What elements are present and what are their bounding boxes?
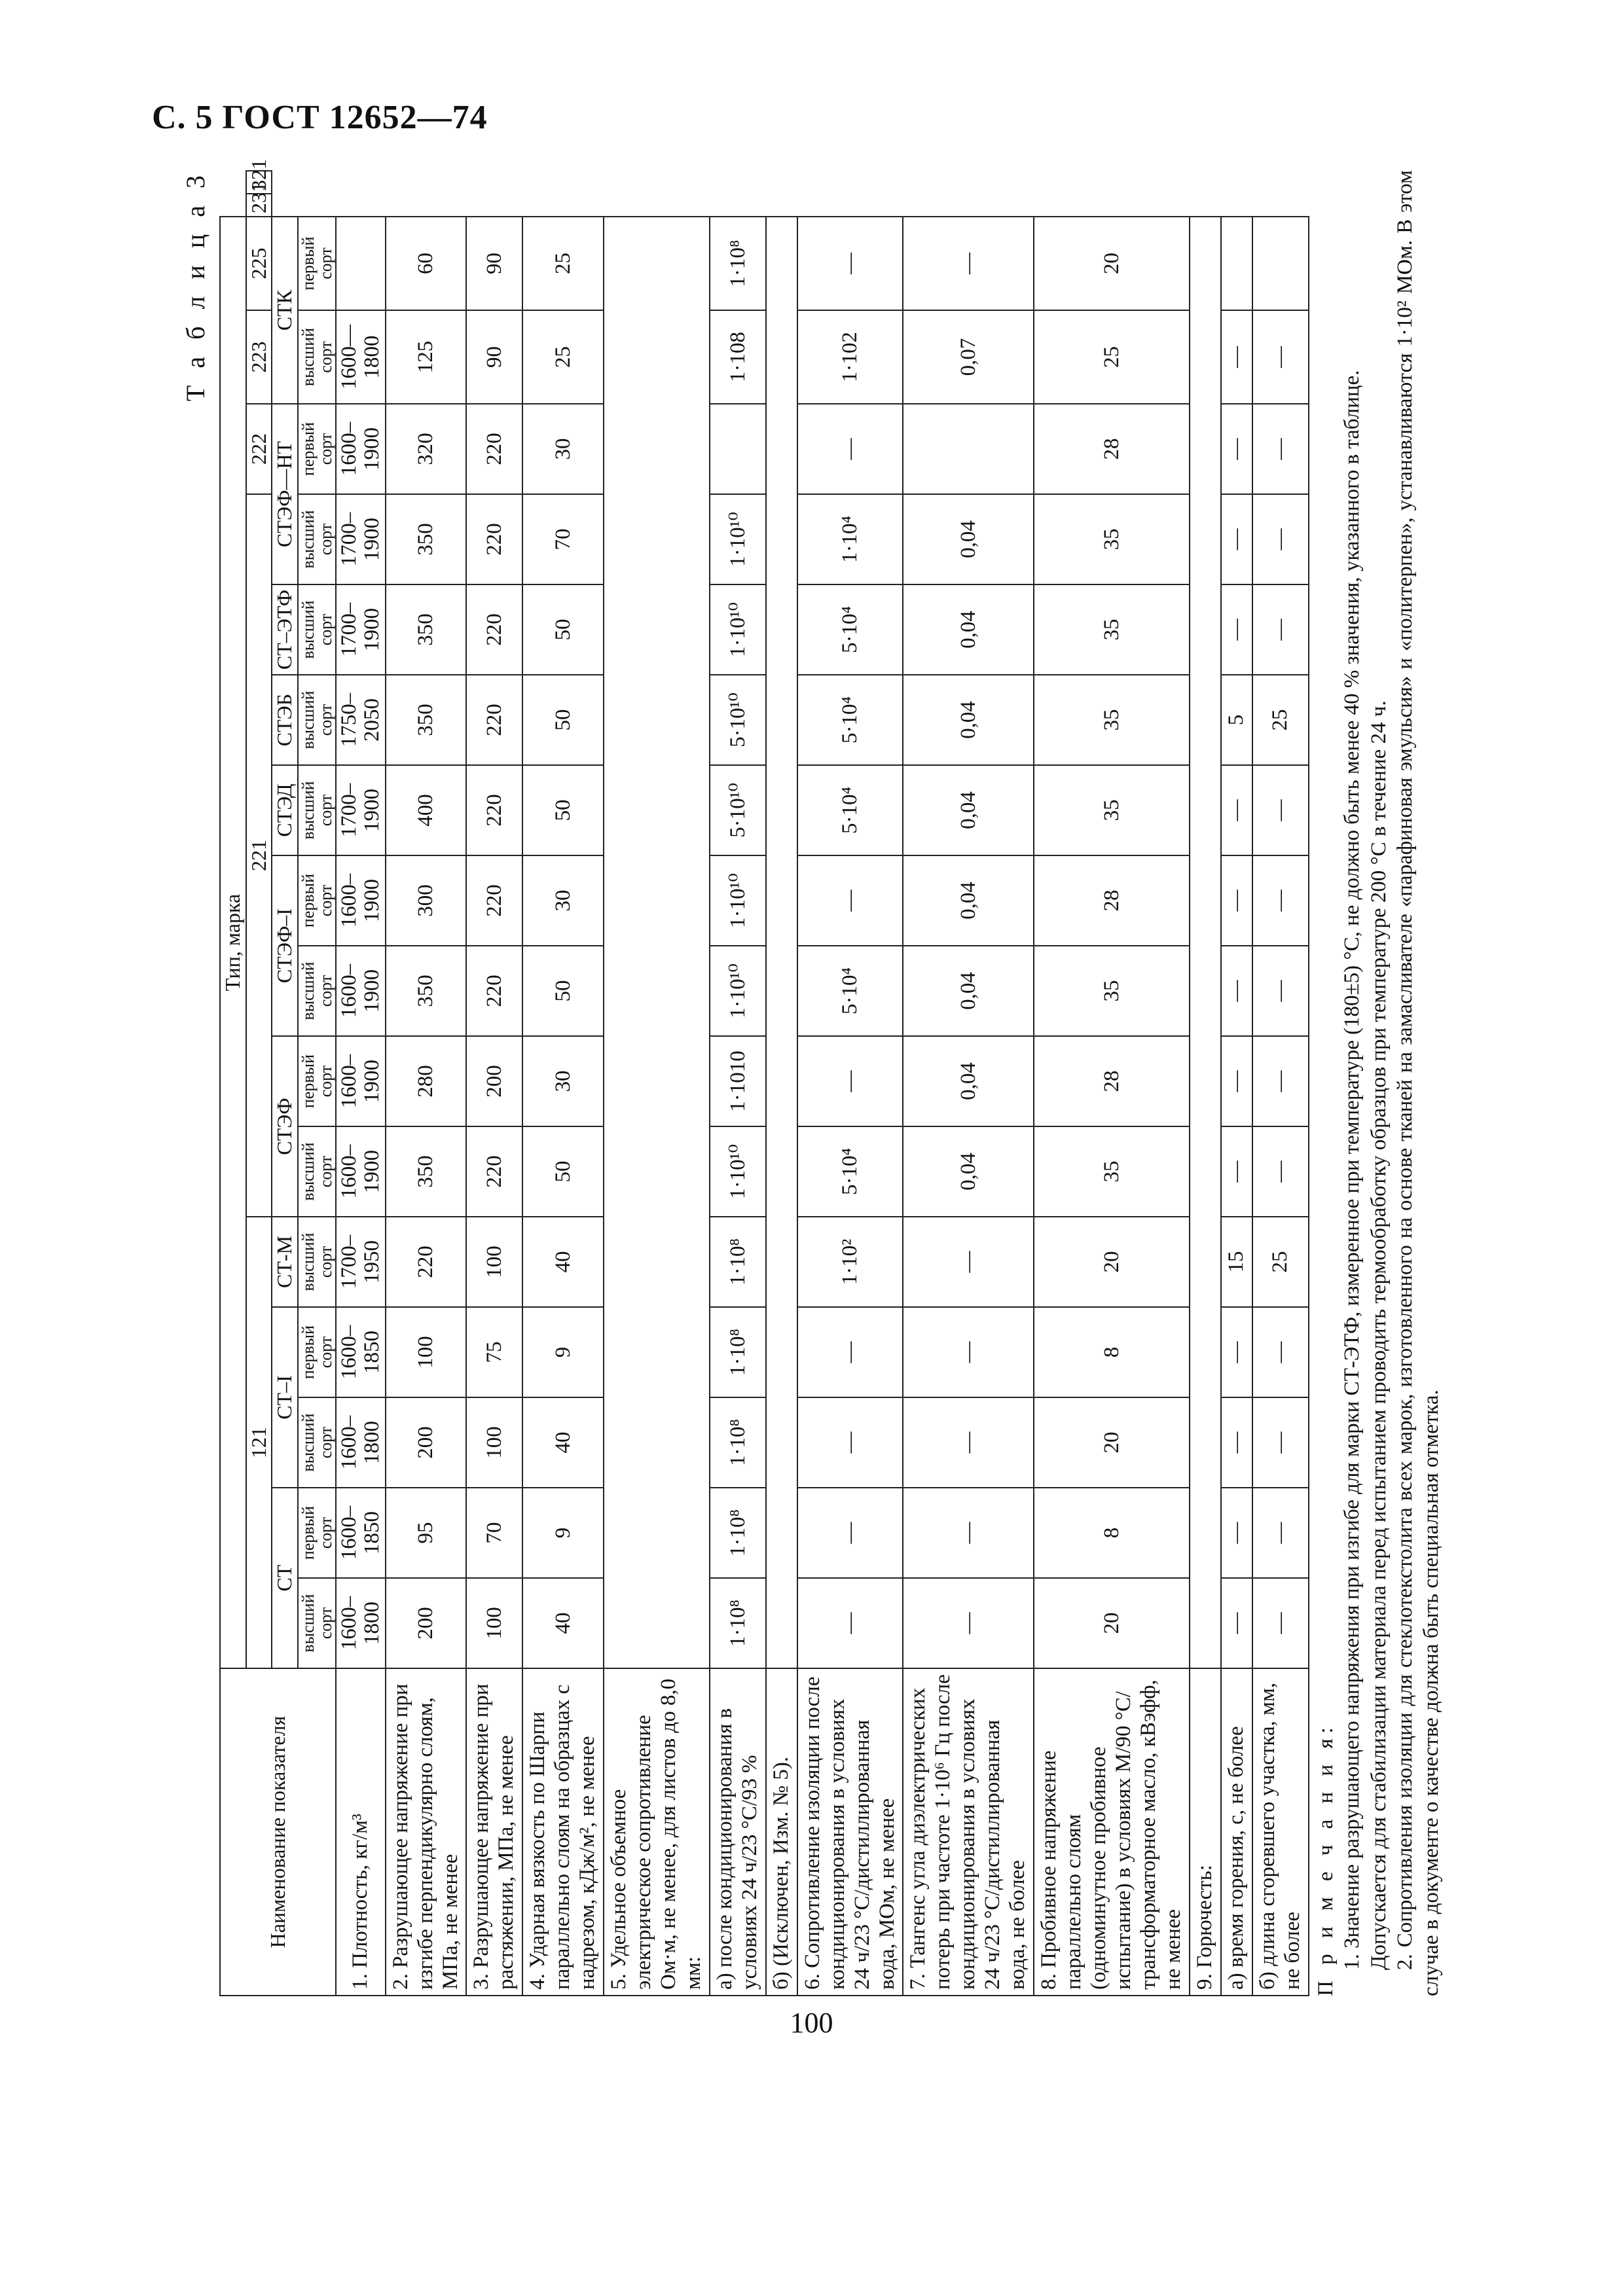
table-row [466,171,522,1996]
value-cell: 50 [522,765,604,855]
type-header: Тип, марка [220,217,246,1668]
type-code: 231 [246,194,272,217]
table-caption: Т а б л и ц а 3 [181,170,210,402]
value-cell [1252,217,1309,310]
value-cell: — [797,855,903,946]
value-cell: 1·10⁸ [710,217,766,310]
table-row [903,171,1034,1996]
value-cell: — [1252,404,1309,494]
properties-table [219,159,1309,1996]
value-cell: — [1252,1126,1309,1217]
value-cell: 70 [522,494,604,584]
value-cell: 350 [386,675,467,765]
value-cell: — [797,1488,903,1578]
value-cell: 35 [1034,765,1190,855]
value-cell: 1600–1900 [336,1036,385,1126]
value-cell: 25 [522,310,604,404]
row-name: а) время горения, с, не более [1221,1668,1252,1996]
value-cell: 0,04 [903,946,1034,1036]
value-cell: — [1221,494,1252,584]
value-cell: 220 [466,855,522,946]
value-cell: 95 [386,1488,467,1578]
type-code: 221 [246,494,272,1217]
value-cell: 20 [1034,217,1190,310]
empty-span-cell [766,217,797,1668]
value-cell: — [1252,1307,1309,1397]
value-cell: 1600–1900 [336,855,385,946]
value-cell: 5·10⁴ [797,1126,903,1217]
brand-name: СТЭБ [272,675,298,765]
value-cell: 220 [466,675,522,765]
value-cell: 30 [522,404,604,494]
value-cell: 1·108 [710,310,766,404]
value-cell: — [797,1397,903,1488]
grade-label: первый сорт [298,404,337,494]
value-cell: 200 [386,1578,467,1668]
value-cell: 75 [466,1307,522,1397]
value-cell: 0,04 [903,1126,1034,1217]
brand-name: СТЭФ–I [272,855,298,1036]
value-cell: 100 [386,1307,467,1397]
brand-name: СТ [272,1488,298,1668]
value-cell: 50 [522,675,604,765]
grade-label: высший сорт [298,1126,337,1217]
value-cell: — [1252,946,1309,1036]
value-cell: 1·10⁸ [710,1578,766,1668]
value-cell: 220 [466,765,522,855]
value-cell: 8 [1034,1488,1190,1578]
value-cell: 200 [466,1036,522,1126]
row-name: 3. Разрушающее напряжение при растяжении, МПа, не менее [466,1668,522,1996]
value-cell: — [1221,404,1252,494]
value-cell: 100 [466,1578,522,1668]
page-number: 100 [790,2007,833,2039]
grade-label: высший сорт [298,494,337,584]
empty-span-cell [1190,217,1221,1668]
table-row [1221,171,1252,1996]
value-cell: 5·10⁴ [797,584,903,675]
value-cell: 0,04 [903,855,1034,946]
table-row [1252,171,1309,1996]
value-cell: 1·10⁸ [710,1488,766,1578]
grade-label: высший сорт [298,765,337,855]
value-cell: — [1252,1488,1309,1578]
value-cell: 220 [466,404,522,494]
value-cell: 1600–1850 [336,1307,385,1397]
table-row [1034,171,1190,1996]
value-cell: 30 [522,855,604,946]
value-cell: — [1252,1036,1309,1126]
value-cell: — [1221,1307,1252,1397]
value-cell [903,404,1034,494]
value-cell: 25 [1034,310,1190,404]
value-cell: 220 [466,946,522,1036]
value-cell: — [1221,855,1252,946]
value-cell: 35 [1034,1126,1190,1217]
value-cell: — [797,217,903,310]
brand-name: СТК [272,217,298,404]
note-1: 1. Значение разрушающего напряжения при изгибе для марки СТ-ЭТФ, измеренное при температуре (180±5) °С, не должно быть менее 40 % значения, указанного в таблице. [1340,370,1364,1970]
value-cell: 5·10⁴ [797,675,903,765]
value-cell: 50 [522,584,604,675]
value-cell: 0,04 [903,1036,1034,1126]
value-cell: 350 [386,494,467,584]
value-cell: 1700–1950 [336,1217,385,1307]
row-name: а) после кондиционирования в условиях 24 ч/23 °С/93 % [710,1668,766,1996]
value-cell [336,217,385,310]
value-cell: 25 [1252,675,1309,765]
grade-label: высший сорт [298,584,337,675]
grade-label: первый сорт [298,1488,337,1578]
value-cell: 1·1010 [710,1036,766,1126]
value-cell: 220 [386,1217,467,1307]
value-cell: 0,07 [903,310,1034,404]
value-cell: — [1252,855,1309,946]
row-name: 6. Сопротивление изоляции после кондиционирования в условиях 24 ч/23 °С/дистиллированная вода, МОм, не менее [797,1668,903,1996]
value-cell: — [903,217,1034,310]
brand-name: СТЭФ—НТ [272,404,298,584]
value-cell: 60 [386,217,467,310]
value-cell: 220 [466,494,522,584]
notes [1313,170,1444,1996]
value-cell [1221,217,1252,310]
value-cell: — [1221,1488,1252,1578]
value-cell: 280 [386,1036,467,1126]
note-1-extra: Допускается для стабилизации материала перед испытанием проводить термообработку образцов при температуре 200 °С в течение 24 ч. [1366,700,1391,1970]
value-cell: 1600–1850 [336,1488,385,1578]
value-cell: 100 [466,1397,522,1488]
empty-span-cell [604,217,710,1668]
grade-label: высший сорт [298,675,337,765]
grade-label: первый сорт [298,217,337,310]
table-row [1190,171,1221,1996]
value-cell: — [1221,946,1252,1036]
table-row [604,171,710,1996]
value-cell: 90 [466,217,522,310]
value-cell: 30 [522,1036,604,1126]
value-cell: 350 [386,1126,467,1217]
grade-label: высший сорт [298,310,337,404]
row-name: б) длина сгоревшего участка, мм, не более [1252,1668,1309,1996]
value-cell: 25 [1252,1217,1309,1307]
value-cell: 350 [386,584,467,675]
value-cell: 220 [466,584,522,675]
value-cell: 50 [522,946,604,1036]
value-cell: 0,04 [903,584,1034,675]
value-cell: 1·10¹⁰ [710,1126,766,1217]
value-cell: — [1252,1397,1309,1488]
brand-name: СТЭД [272,765,298,855]
value-cell: 9 [522,1488,604,1578]
value-cell: 1·10¹⁰ [710,855,766,946]
value-cell: 1600–1900 [336,946,385,1036]
row-name: 2. Разрушающее напряжение при изгибе перпендикулярно слоям, МПа, не менее [386,1668,467,1996]
value-cell: 8 [1034,1307,1190,1397]
value-cell: 70 [466,1488,522,1578]
value-cell: — [797,1036,903,1126]
value-cell: — [1221,1126,1252,1217]
value-cell: 1600–1900 [336,1126,385,1217]
value-cell: 1600–1800 [336,1578,385,1668]
value-cell: 5 [1221,675,1252,765]
rotated-table-block [180,159,1444,1996]
value-cell: 90 [466,310,522,404]
grade-label: высший сорт [298,1578,337,1668]
value-cell: — [1221,1036,1252,1126]
value-cell: 1·10¹⁰ [710,494,766,584]
row-name: 4. Ударная вязкость по Шарпи параллельно слоям на образцах с надрезом, кДж/м², не менее [522,1668,604,1996]
value-cell: 25 [522,217,604,310]
value-cell: — [1221,1397,1252,1488]
table-row [710,171,766,1996]
grade-label: высший сорт [298,1397,337,1488]
grade-label: первый сорт [298,1307,337,1397]
value-cell: 9 [522,1307,604,1397]
value-cell: 35 [1034,494,1190,584]
value-cell: — [797,1578,903,1668]
value-cell: — [903,1217,1034,1307]
note-2: 2. Сопротивления изоляции для стеклотекстолита всех марок, изготовленного на основе тканей на замасливателе «парафиновая эмульсия» и «политерпен», устанавливаются 1·10² МОм. В этом случае в документе о качестве должна быть специальная отметка. [1393,170,1443,1996]
value-cell: 1750–2050 [336,675,385,765]
row-name: 5. Удельное объемное электрическое сопротивление Ом·м, не менее, для листов до 8,0 мм: [604,1668,710,1996]
value-cell: 35 [1034,584,1190,675]
value-cell: 1600–1900 [336,404,385,494]
value-cell: 20 [1034,1397,1190,1488]
value-cell: — [1252,494,1309,584]
value-cell: 1·10¹⁰ [710,584,766,675]
type-code: 225 [246,217,272,310]
value-cell: 320 [386,404,467,494]
type-code: 321 [246,171,272,194]
table-row [386,171,467,1996]
type-code: 223 [246,310,272,404]
brand-name: СТ–I [272,1307,298,1488]
row-name: 7. Тангенс угла диэлектрических потерь при частоте 1·10⁶ Гц после кондиционирования в условиях 24 ч/23 °С/дистиллированная вода, не более [903,1668,1034,1996]
row-name: 1. Плотность, кг/м³ [336,1668,385,1996]
value-cell: 220 [466,1126,522,1217]
notes-title: П р и м е ч а н и я: [1314,1722,1338,1996]
value-cell: 5·10⁴ [797,765,903,855]
value-cell: — [1252,584,1309,675]
value-cell: — [903,1307,1034,1397]
value-cell: 1·102 [797,310,903,404]
value-cell: — [1221,1578,1252,1668]
value-cell: 20 [1034,1217,1190,1307]
brand-name: СТЭФ [272,1036,298,1217]
grade-label: первый сорт [298,855,337,946]
col-name-header: Наименование показателя [220,1668,336,1996]
value-cell: 1·10⁸ [710,1397,766,1488]
value-cell: 28 [1034,404,1190,494]
value-cell: — [1252,765,1309,855]
row-name: 8. Пробивное напряжение параллельно слоям (одноминутное пробивное испытание) в условиях М/90 °С/трансформаторное масло, кВэфф, не менее [1034,1668,1190,1996]
table-row [766,171,797,1996]
value-cell: 1·10⁴ [797,494,903,584]
table-row [522,171,604,1996]
value-cell: 350 [386,946,467,1036]
value-cell: 1600–1800 [336,1397,385,1488]
grade-label: высший сорт [298,946,337,1036]
grade-label: высший сорт [298,1217,337,1307]
value-cell: 0,04 [903,765,1034,855]
brand-name: СТ–ЭТФ [272,584,298,675]
value-cell: — [1252,1578,1309,1668]
type-code: 222 [246,404,272,494]
value-cell: — [903,1397,1034,1488]
value-cell: 0,04 [903,675,1034,765]
value-cell: — [903,1578,1034,1668]
table-row [797,171,903,1996]
value-cell: 15 [1221,1217,1252,1307]
value-cell: 0,04 [903,494,1034,584]
value-cell: — [797,1307,903,1397]
value-cell: 5·10¹⁰ [710,675,766,765]
value-cell: 50 [522,1126,604,1217]
value-cell: 28 [1034,1036,1190,1126]
value-cell: 1·10¹⁰ [710,946,766,1036]
row-name: 9. Горючесть: [1190,1668,1221,1996]
value-cell: — [1221,310,1252,404]
value-cell: — [797,404,903,494]
row-name: б) (Исключен, Изм. № 5). [766,1668,797,1996]
type-code: 121 [246,1217,272,1668]
value-cell: 5·10⁴ [797,946,903,1036]
value-cell: 300 [386,855,467,946]
value-cell: 1·10⁸ [710,1307,766,1397]
value-cell: 400 [386,765,467,855]
value-cell: 28 [1034,855,1190,946]
table-row [336,171,385,1996]
value-cell [710,404,766,494]
value-cell: 1600—1800 [336,310,385,404]
value-cell: 1700–1900 [336,584,385,675]
value-cell: 40 [522,1397,604,1488]
value-cell: 40 [522,1578,604,1668]
value-cell: 35 [1034,675,1190,765]
value-cell: 1700–1900 [336,494,385,584]
value-cell: 35 [1034,946,1190,1036]
value-cell: — [1221,765,1252,855]
value-cell: 1·10² [797,1217,903,1307]
value-cell: 100 [466,1217,522,1307]
value-cell: 20 [1034,1578,1190,1668]
value-cell: 200 [386,1397,467,1488]
value-cell: 1700–1900 [336,765,385,855]
grade-label: первый сорт [298,1036,337,1126]
brand-name: СТ-М [272,1217,298,1307]
value-cell: — [903,1488,1034,1578]
value-cell: — [1252,310,1309,404]
value-cell: 5·10¹⁰ [710,765,766,855]
value-cell: 1·10⁸ [710,1217,766,1307]
value-cell: — [1221,584,1252,675]
value-cell: 125 [386,310,467,404]
value-cell: 40 [522,1217,604,1307]
page-header: С. 5 ГОСТ 12652—74 [152,99,488,136]
